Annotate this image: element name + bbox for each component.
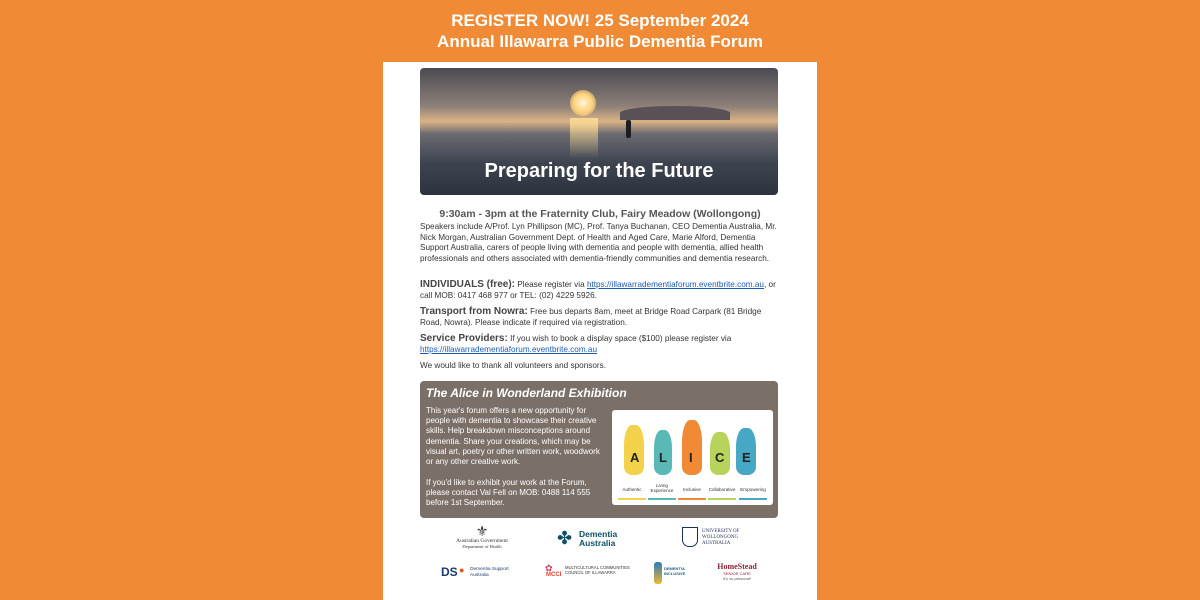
alice-paragraph-2: If you'd like to exhibit your work at the Forum, please contact Val Fell on MOB: 0488 114 555 before 1st September. xyxy=(426,478,591,508)
alice-logo-card xyxy=(612,410,773,505)
underline-empowering xyxy=(739,498,767,500)
dementia-inclusive-logo xyxy=(653,560,693,588)
headland-graphic xyxy=(620,106,730,120)
gov-name: Australian Government xyxy=(456,538,508,544)
underline-collaborative xyxy=(708,498,736,500)
letter-c: C xyxy=(715,450,725,465)
australian-government-logo xyxy=(452,524,512,549)
dementia-australia-logo xyxy=(557,528,647,550)
letter-i: I xyxy=(689,450,693,465)
alice-paragraph-1: This year's forum offers a new opportunity for people with dementia to showcase their creative skills. Help breakdown misconceptions around dementia. Share your creations, which may be visual art, poetry or other written work, woodwork or any other creative work. xyxy=(426,406,600,467)
inclusive-name: DEMENTIA INCLUSIVE xyxy=(664,566,686,576)
dsa-name: Dementia Support Australia xyxy=(470,567,509,578)
providers-text: If you wish to book a display space ($100) please register via xyxy=(510,334,732,343)
dsa-leaf-icon: ● xyxy=(459,565,465,575)
word-authentic: Authentic xyxy=(622,487,642,492)
dsa-mark: DS xyxy=(441,565,458,579)
underline-living xyxy=(648,498,676,500)
hero-title: Preparing for the Future xyxy=(484,160,714,182)
dementia-australia-icon: ✤ xyxy=(557,528,573,548)
homestead-tagline: It's so personal! xyxy=(723,576,751,581)
mcci-name: MULTICULTURAL COMMUNITIES COUNCIL OF ILLAWARRA xyxy=(565,565,630,575)
speakers-text: Speakers include A/Prof. Lyn Phillipson (MC), Prof. Tanya Buchanan, CEO Dementia Australia, Mr. Nick Morgan, Australian Government Dept. of Health and Aged Care, Marie Alford, Dementia Support Australia, carers of people living with dementia and people with dementia, allied health professionals and others associated with dementia-friendly communities and dementia research. xyxy=(420,222,777,263)
mcci-logo xyxy=(545,563,635,583)
person-silhouette xyxy=(626,120,631,138)
dementia-australia-name: Dementia Australia xyxy=(579,529,618,548)
uow-logo xyxy=(682,527,762,551)
transport-section xyxy=(420,307,780,328)
sun-reflection-graphic xyxy=(570,118,598,158)
individuals-heading: INDIVIDUALS (free): xyxy=(420,279,516,290)
word-inclusive: Inclusive xyxy=(683,487,701,492)
alice-exhibition-box xyxy=(420,381,778,518)
individuals-text: Please register via xyxy=(517,280,585,289)
hero-image xyxy=(420,68,778,195)
mcci-mark: MCCI xyxy=(546,572,562,578)
gov-dept: Department of Health xyxy=(462,544,502,549)
letter-e: E xyxy=(742,450,751,465)
sun-graphic xyxy=(570,90,596,116)
homestead-name: HomeStead xyxy=(717,562,757,571)
uow-shield-icon xyxy=(682,527,698,547)
letter-l: L xyxy=(659,450,667,465)
time-location: 9:30am - 3pm at the Fraternity Club, Fairy Meadow (Wollongong) xyxy=(439,208,761,220)
mcci-people-icon: ✿ xyxy=(545,563,553,573)
dementia-support-australia-logo xyxy=(441,565,521,581)
individuals-section xyxy=(420,280,780,301)
word-collaborative: Collaborative xyxy=(708,487,736,492)
transport-heading: Transport from Nowra: xyxy=(420,306,528,317)
transport-text: Free bus departs 8am, meet at Bridge Road Carpark (81 Bridge Road, Nowra). Please indicate if required via registration. xyxy=(420,307,762,327)
underline-inclusive xyxy=(678,498,706,500)
banner-line-2: Annual Illawarra Public Dementia Forum xyxy=(437,32,763,51)
figure-i-graphic xyxy=(682,420,702,475)
providers-section xyxy=(420,334,780,355)
homestead-sub: SENIOR CARE xyxy=(723,571,751,576)
crest-icon: ⚜ xyxy=(475,523,489,539)
banner-line-1: REGISTER NOW! 25 September 2024 xyxy=(451,11,749,30)
register-banner xyxy=(383,0,817,62)
word-living-experience: Living Experience xyxy=(650,483,674,493)
alice-heading: The Alice in Wonderland Exhibition xyxy=(426,386,627,400)
individuals-phone: , or call MOB: 0417 468 977 or TEL: (02) 4229 5926. xyxy=(420,280,776,300)
registration-link[interactable]: https://illawarradementiaforum.eventbrite.com.au xyxy=(586,280,764,289)
underline-authentic xyxy=(618,498,646,500)
uow-name: UNIVERSITY OF WOLLONGONG AUSTRALIA xyxy=(702,529,740,546)
letter-a: A xyxy=(630,450,640,465)
thanks-text: We would like to thank all volunteers and sponsors. xyxy=(420,361,606,370)
homestead-logo xyxy=(712,563,762,587)
providers-link[interactable]: https://illawarradementiaforum.eventbrite.com.au xyxy=(420,344,598,354)
word-empowering: Empowering xyxy=(740,487,766,492)
providers-heading: Service Providers: xyxy=(420,333,508,344)
lighthouse-icon xyxy=(654,562,662,584)
